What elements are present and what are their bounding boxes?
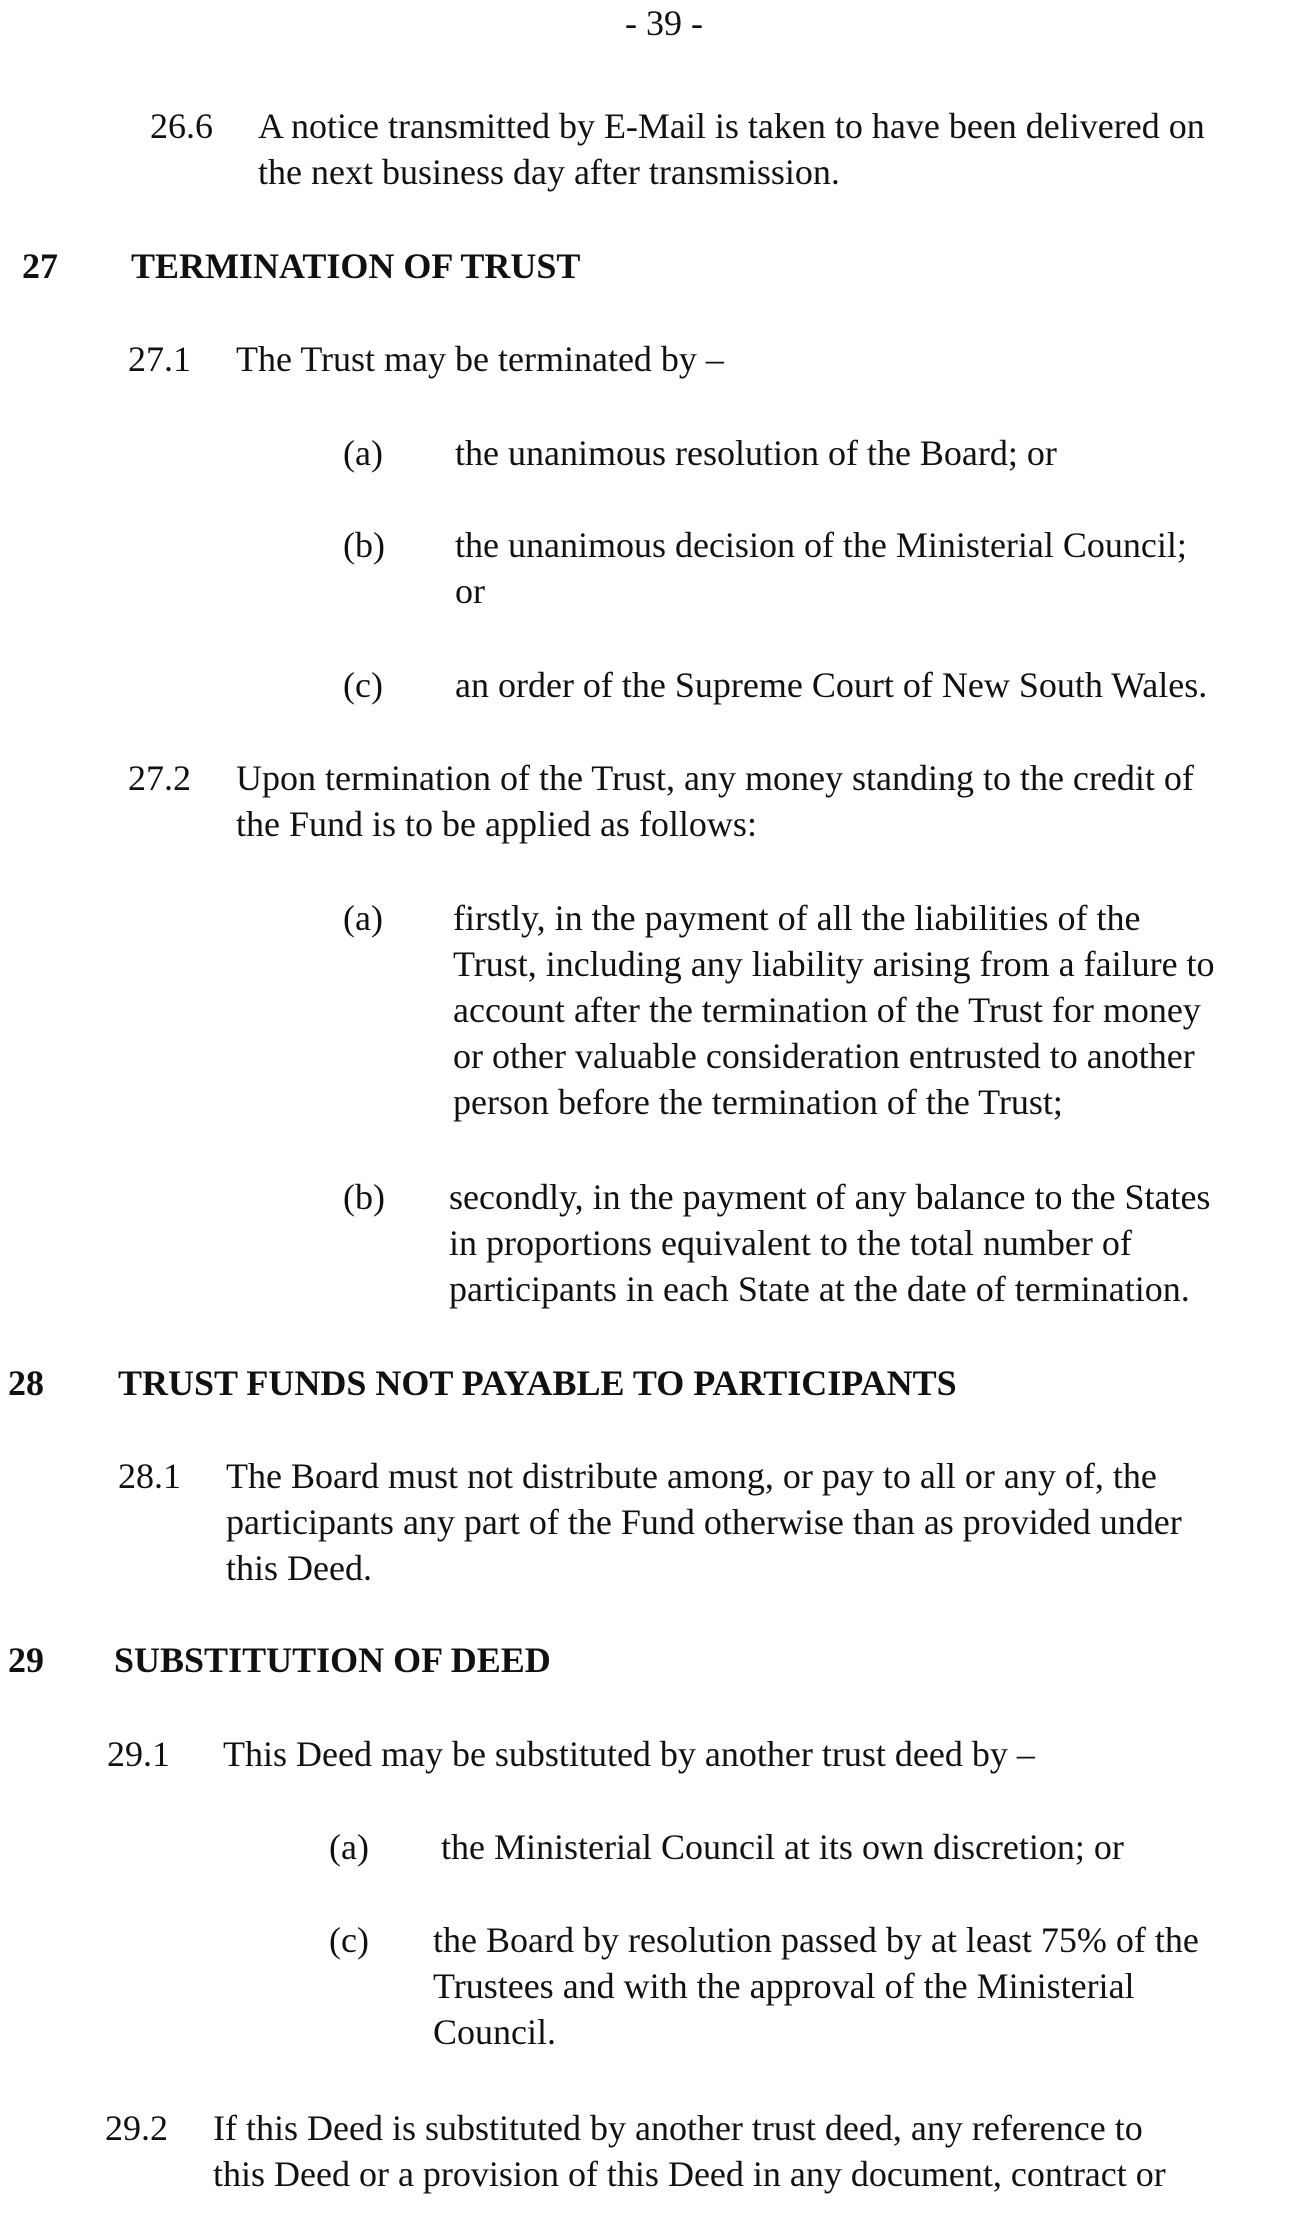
section-heading: TERMINATION OF TRUST bbox=[131, 246, 581, 286]
clause-number: 29.1 bbox=[107, 1734, 170, 1774]
item-text-line: the Ministerial Council at its own discretion; or bbox=[441, 1827, 1124, 1867]
item-text-line: the unanimous resolution of the Board; or bbox=[455, 433, 1057, 473]
item-text-line: or other valuable consideration entrusted to another bbox=[453, 1036, 1195, 1076]
item-text-line: the unanimous decision of the Ministerial Council; bbox=[455, 525, 1187, 565]
clause-text-line: The Board must not distribute among, or pay to all or any of, the bbox=[226, 1456, 1157, 1496]
item-text-line: Trust, including any liability arising from a failure to bbox=[453, 944, 1215, 984]
item-text-line: Trustees and with the approval of the Ministerial bbox=[433, 1966, 1135, 2006]
clause-text-line: this Deed. bbox=[226, 1548, 372, 1588]
section-number: 28 bbox=[8, 1363, 44, 1403]
clause-text-line: the next business day after transmission. bbox=[258, 152, 840, 192]
item-text-line: person before the termination of the Trust; bbox=[453, 1082, 1063, 1122]
item-text-line: an order of the Supreme Court of New South Wales. bbox=[455, 665, 1208, 705]
item-label: (a) bbox=[329, 1827, 369, 1867]
item-text-line: account after the termination of the Trust for money bbox=[453, 990, 1201, 1030]
item-text-line: Council. bbox=[433, 2012, 556, 2052]
item-text-line: participants in each State at the date of termination. bbox=[449, 1269, 1190, 1309]
clause-number: 26.6 bbox=[150, 106, 213, 146]
item-text-line: the Board by resolution passed by at least 75% of the bbox=[433, 1920, 1199, 1960]
clause-number: 27.1 bbox=[128, 339, 191, 379]
clause-text-line: This Deed may be substituted by another trust deed by – bbox=[223, 1734, 1035, 1774]
clause-text-line: Upon termination of the Trust, any money standing to the credit of bbox=[236, 758, 1194, 798]
clause-number: 29.2 bbox=[105, 2108, 168, 2148]
clause-text-line: this Deed or a provision of this Deed in any document, contract or bbox=[213, 2154, 1166, 2194]
clause-text-line: A notice transmitted by E-Mail is taken to have been delivered on bbox=[258, 106, 1205, 146]
item-label: (b) bbox=[343, 1177, 385, 1217]
item-label: (b) bbox=[343, 525, 385, 565]
item-label: (c) bbox=[343, 665, 383, 705]
section-number: 29 bbox=[8, 1640, 44, 1680]
section-number: 27 bbox=[22, 246, 58, 286]
item-label: (a) bbox=[343, 433, 383, 473]
section-heading: TRUST FUNDS NOT PAYABLE TO PARTICIPANTS bbox=[118, 1363, 957, 1403]
item-text-line: or bbox=[455, 571, 485, 611]
item-label: (a) bbox=[343, 898, 383, 938]
page-number: - 39 - bbox=[625, 3, 703, 43]
clause-text-line: the Fund is to be applied as follows: bbox=[236, 804, 757, 844]
item-text-line: in proportions equivalent to the total number of bbox=[449, 1223, 1132, 1263]
item-label: (c) bbox=[329, 1920, 369, 1960]
clause-text-line: The Trust may be terminated by – bbox=[236, 339, 724, 379]
item-text-line: secondly, in the payment of any balance to the States bbox=[449, 1177, 1211, 1217]
clause-number: 28.1 bbox=[118, 1456, 181, 1496]
clause-text-line: If this Deed is substituted by another trust deed, any reference to bbox=[213, 2108, 1143, 2148]
section-heading: SUBSTITUTION OF DEED bbox=[114, 1640, 551, 1680]
clause-number: 27.2 bbox=[128, 758, 191, 798]
clause-text-line: participants any part of the Fund otherwise than as provided under bbox=[226, 1502, 1182, 1542]
item-text-line: firstly, in the payment of all the liabilities of the bbox=[453, 898, 1141, 938]
